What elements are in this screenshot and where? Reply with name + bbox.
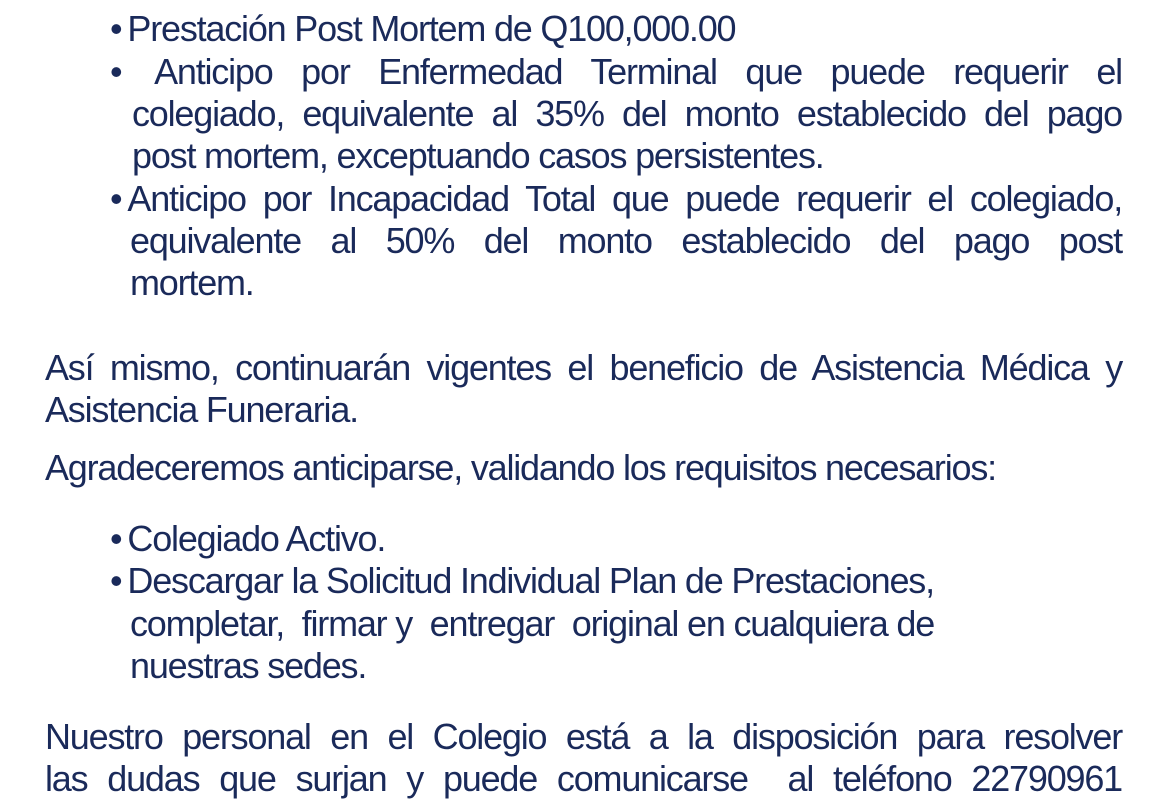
paragraph-asistencia-line-2: Asistencia Funeraria. xyxy=(45,389,358,430)
benefit-item-2-line-1-text: Anticipo por Enfermedad Terminal que puede requerir el xyxy=(154,51,1122,92)
benefit-item-2-line-3: post mortem, exceptuando casos persistentes. xyxy=(132,135,824,176)
bullet-icon: • xyxy=(110,560,122,601)
paragraph-asistencia-line-1: Así mismo, continuarán vigentes el beneficio de Asistencia Médica y xyxy=(45,347,1122,388)
bullet-icon: • xyxy=(110,178,122,219)
bullet-icon: • xyxy=(110,518,122,559)
benefit-item-3-line-1-text: Anticipo por Incapacidad Total que puede requerir el colegiado, xyxy=(127,178,1122,219)
requirement-item-2-line-2: completar, firmar y entregar original en cualquiera de xyxy=(130,603,935,644)
requirement-item-1 xyxy=(110,518,385,560)
bullet-icon: • xyxy=(110,51,122,92)
bullet-icon: • xyxy=(110,8,122,49)
benefit-item-1-line-1: Prestación Post Mortem de Q100,000.00 xyxy=(127,8,736,49)
requirement-item-1-text: Colegiado Activo. xyxy=(127,518,386,559)
paragraph-personal-line-1: Nuestro personal en el Colegio está a la disposición para resolver xyxy=(45,716,1122,757)
benefit-item-1 xyxy=(110,8,1122,50)
paragraph-personal-line-2: las dudas que surjan y puede comunicarse al teléfono 22790961 xyxy=(45,758,1122,799)
benefit-item-3-line-3: mortem. xyxy=(130,262,254,303)
benefit-item-3-line-1 xyxy=(110,178,1122,220)
benefit-item-2-line-2: colegiado, equivalente al 35% del monto establecido del pago xyxy=(132,93,1122,134)
benefit-item-2-line-1 xyxy=(110,51,1122,93)
benefit-item-3-line-2: equivalente al 50% del monto establecido del pago post xyxy=(130,220,1122,261)
paragraph-agradeceremos: Agradeceremos anticiparse, validando los requisitos necesarios: xyxy=(45,447,996,488)
requirement-item-2-line-1-text: Descargar la Solicitud Individual Plan de Prestaciones, xyxy=(127,560,934,601)
requirement-item-2-line-1 xyxy=(110,560,934,602)
requirement-item-2-line-3: nuestras sedes. xyxy=(130,645,367,686)
